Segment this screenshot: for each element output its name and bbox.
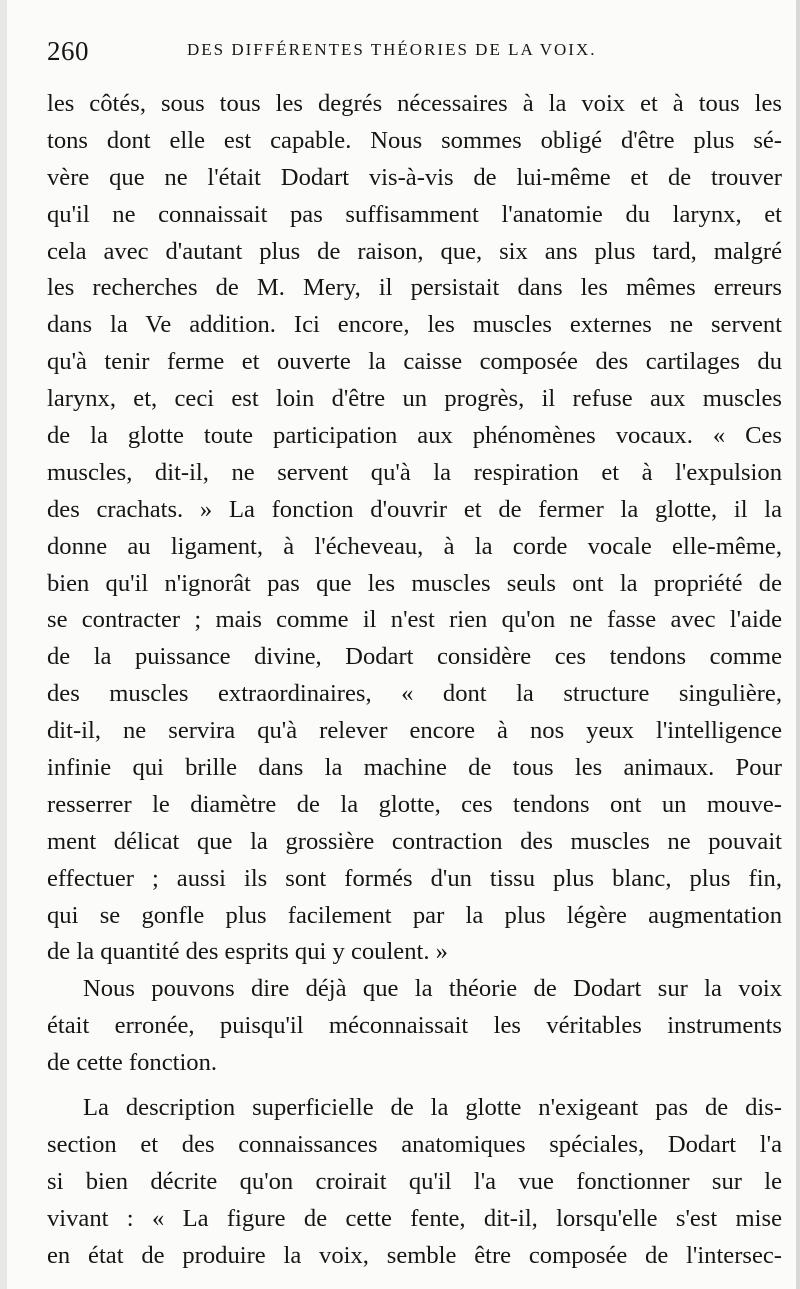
text-line: cela avec d'autant plus de raison, que, six ans plus tard, malgré xyxy=(47,237,782,265)
text-line: bien qu'il n'ignorât pas que les muscles seuls ont la propriété de xyxy=(47,569,782,597)
text-line: qu'il ne connaissait pas suffisamment l'anatomie du larynx, et xyxy=(47,200,782,228)
text-line: de cette fonction. xyxy=(47,1049,218,1077)
text-line: qui se gonfle plus facilement par la plus légère augmentation xyxy=(47,901,782,929)
paragraph-1 xyxy=(47,86,782,971)
text-line: Nous pouvons dire déjà que la théorie de Dodart sur la voix xyxy=(83,975,782,1003)
paragraph-spacer xyxy=(47,1082,782,1090)
text-line: La description superficielle de la glotte n'exigeant pas de dis- xyxy=(83,1094,782,1122)
text-line: dit-il, ne servira qu'à relever encore à nos yeux l'intelligence xyxy=(47,717,782,745)
text-line: les recherches de M. Mery, il persistait dans les mêmes erreurs xyxy=(47,274,782,302)
text-line: en état de produire la voix, semble être composée de l'intersec- xyxy=(47,1241,782,1269)
page-header xyxy=(45,32,785,72)
text-line: infinie qui brille dans la machine de tous les animaux. Pour xyxy=(47,754,782,782)
text-line: donne au ligament, à l'écheveau, à la corde vocale elle-même, xyxy=(47,532,782,560)
text-line: était erronée, puisqu'il méconnaissait les véritables instruments xyxy=(47,1012,782,1040)
text-line: se contracter ; mais comme il n'est rien qu'on ne fasse avec l'aide xyxy=(47,606,782,634)
text-line: tons dont elle est capable. Nous sommes obligé d'être plus sé- xyxy=(47,126,782,154)
text-line: si bien décrite qu'on croirait qu'il l'a vue fonctionner sur le xyxy=(47,1167,782,1195)
text-line: resserrer le diamètre de la glotte, ces tendons ont un mouve- xyxy=(47,790,782,818)
paragraph-3 xyxy=(47,1090,782,1274)
text-line: section et des connaissances anatomiques spéciales, Dodart l'a xyxy=(47,1130,782,1158)
text-line: les côtés, sous tous les degrés nécessaires à la voix et à tous les xyxy=(47,90,782,117)
text-line: des muscles extraordinaires, « dont la structure singulière, xyxy=(47,680,782,708)
page-number: 260 xyxy=(47,36,89,66)
text-line: dans la Ve addition. Ici encore, les muscles externes ne servent xyxy=(47,311,782,339)
text-line: ment délicat que la grossière contraction des muscles ne pouvait xyxy=(47,827,782,855)
text-line: vère que ne l'était Dodart vis-à-vis de lui-même et de trouver xyxy=(47,163,782,191)
text-line: de la quantité des esprits qui y coulent. » xyxy=(47,938,448,966)
paragraph-2 xyxy=(47,971,782,1082)
text-line: muscles, dit-il, ne servent qu'à la respiration et à l'expulsion xyxy=(47,458,782,486)
text-line: des crachats. » La fonction d'ouvrir et de fermer la glotte, il la xyxy=(47,495,782,523)
text-line: de la puissance divine, Dodart considère ces tendons comme xyxy=(47,643,782,671)
text-line: effectuer ; aussi ils sont formés d'un tissu plus blanc, plus fin, xyxy=(47,864,782,892)
text-line: de la glotte toute participation aux phénomènes vocaux. « Ces xyxy=(47,422,782,450)
running-title: DES DIFFÉRENTES THÉORIES DE LA VOIX. xyxy=(187,40,597,59)
text-line: qu'à tenir ferme et ouverte la caisse composée des cartilages du xyxy=(47,348,782,376)
text-line: larynx, et, ceci est loin d'être un progrès, il refuse aux muscles xyxy=(47,385,782,413)
text-line: vivant : « La figure de cette fente, dit-il, lorsqu'elle s'est mise xyxy=(47,1204,782,1232)
body-text xyxy=(47,86,782,1275)
